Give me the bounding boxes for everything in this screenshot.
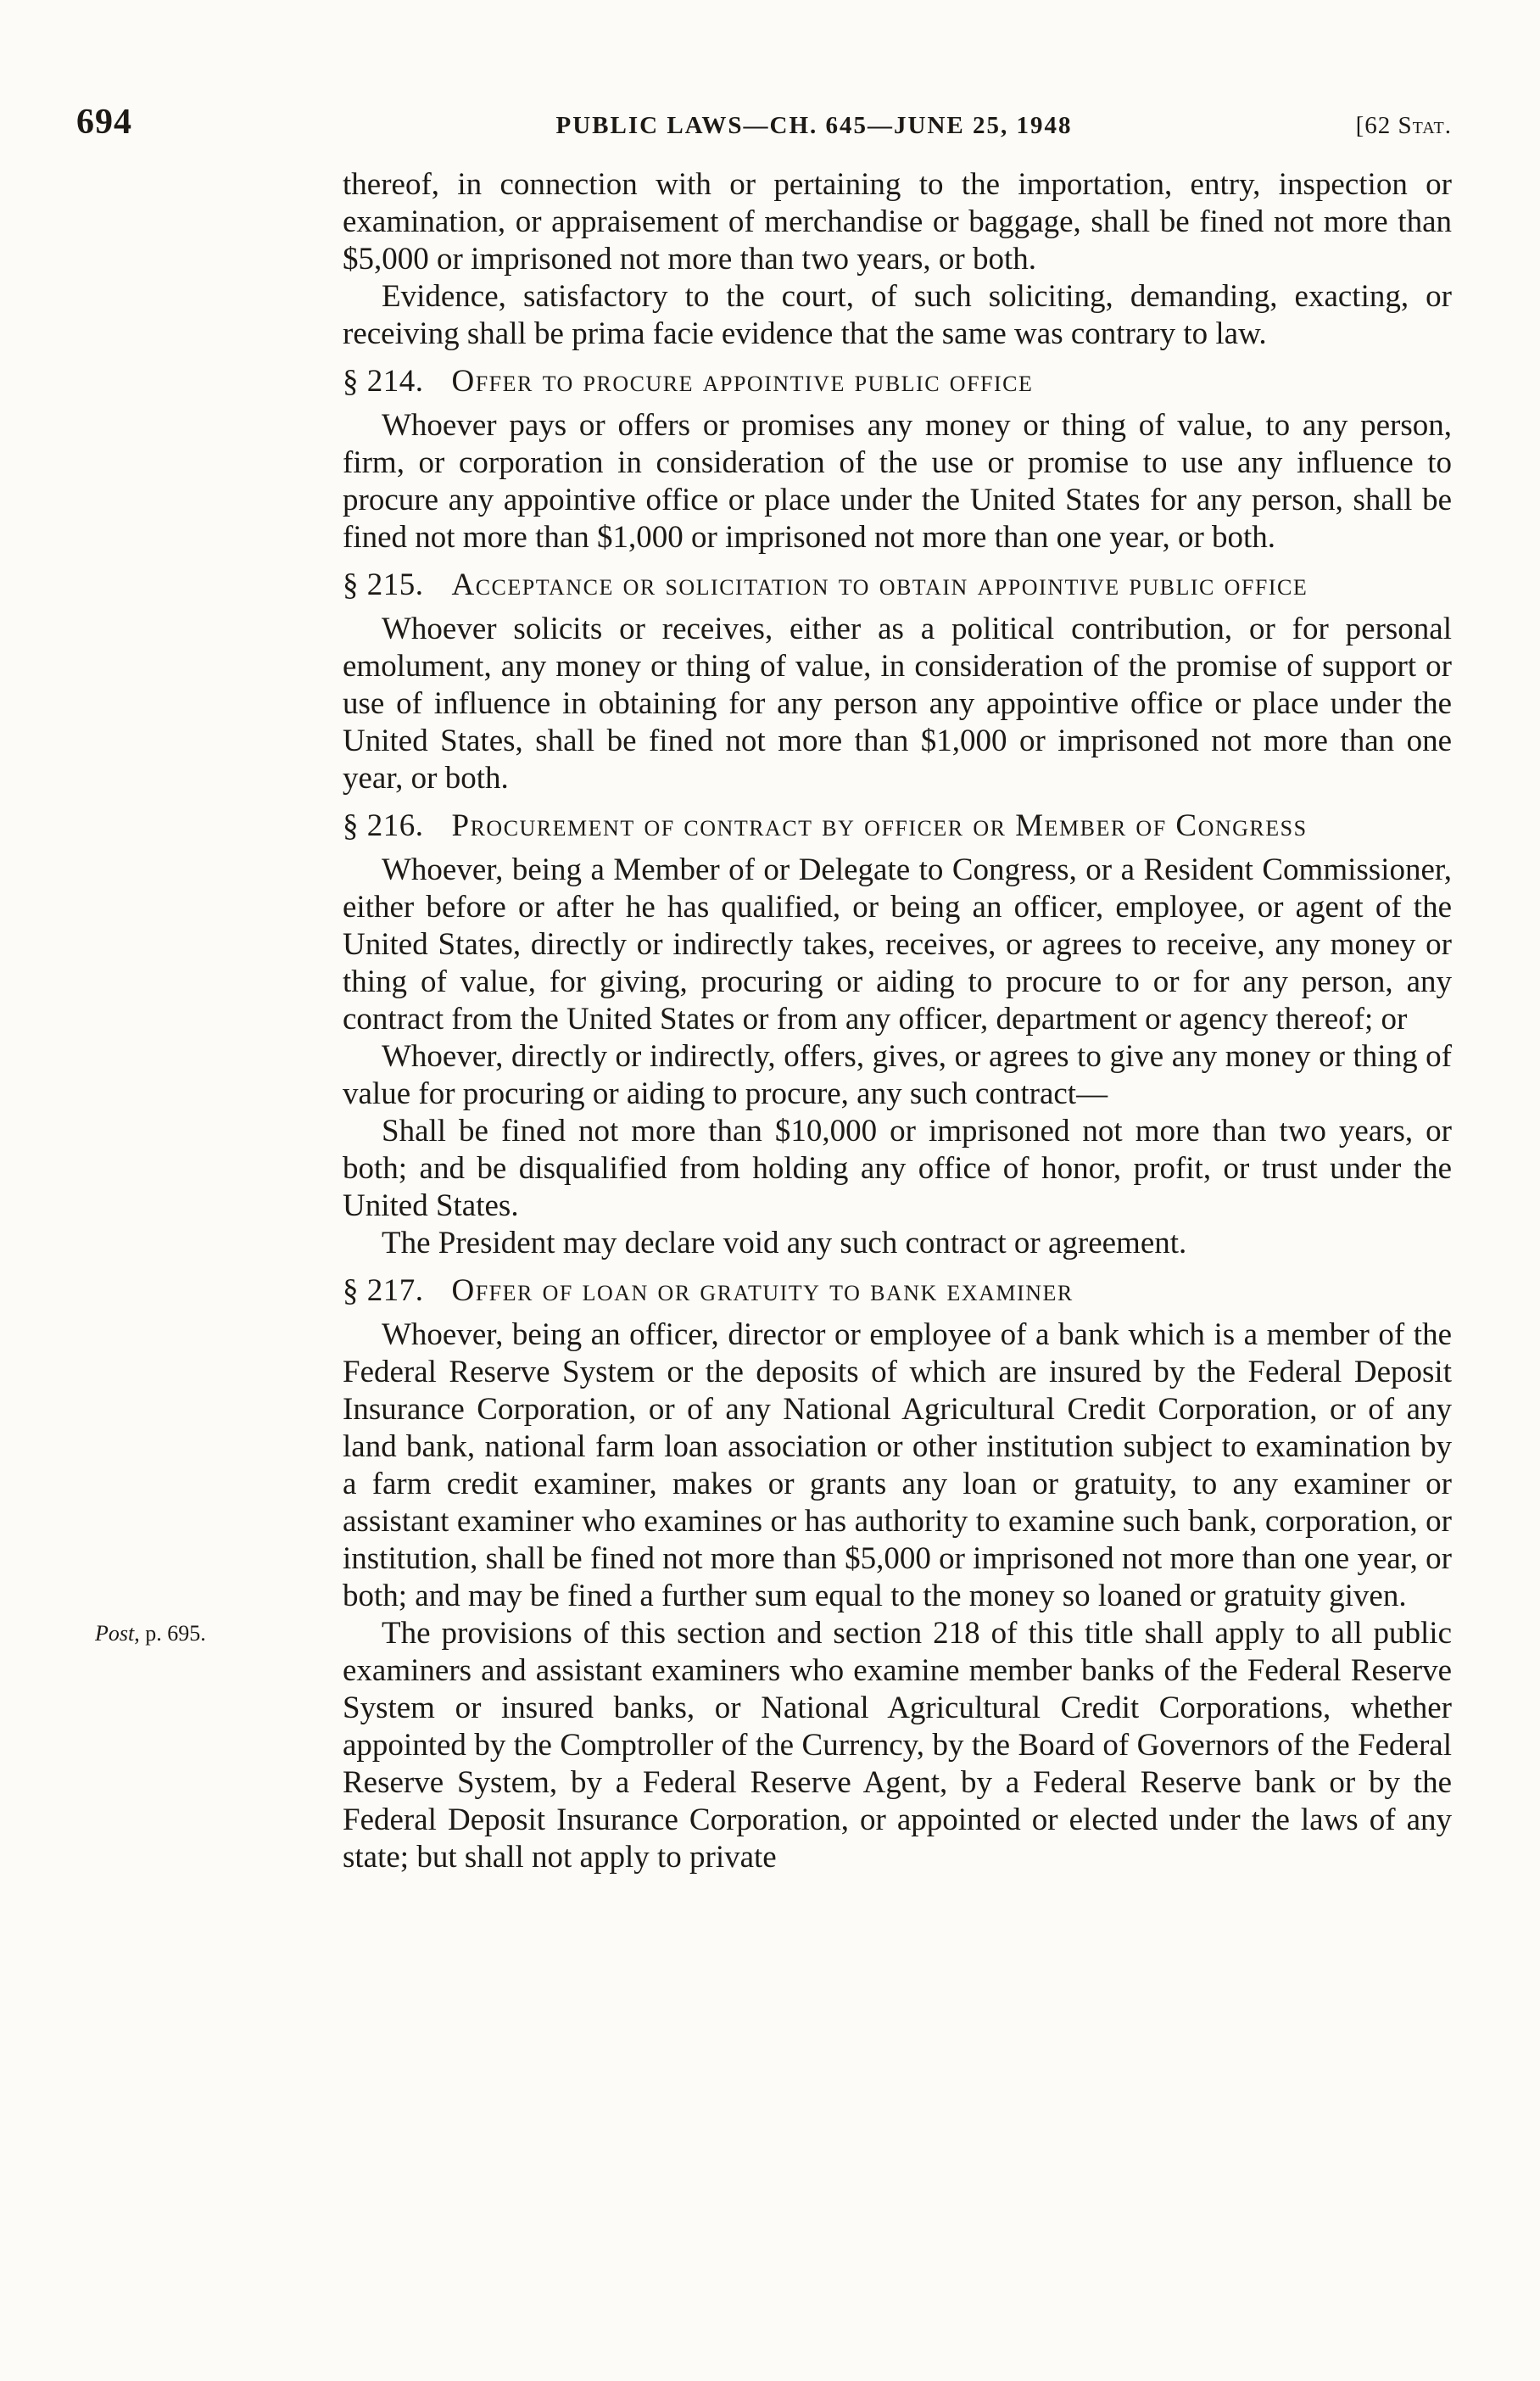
paragraph: Shall be fined not more than $10,000 or imprisoned not more than two years, or both; and be disqualified from holding any office of honor, profit, or trust under the United States. bbox=[343, 1114, 1452, 1223]
section-title: Offer to procure appointive public office bbox=[451, 364, 1034, 399]
paragraph: Whoever, being a Member of or Delegate to Congress, or a Resident Commissioner, either before or after he has qualified, or being an officer, employee, or agent of the United States, directly or indirectly takes, receives, or agrees to receive, any money or thing of value, for giving, procuring or aiding to procure to or for any person, any contract from the United States or from any officer, department or agency thereof; or bbox=[343, 852, 1452, 1037]
running-head: PUBLIC LAWS—CH. 645—JUNE 25, 1948 bbox=[555, 112, 1073, 139]
paragraph: Whoever, directly or indirectly, offers, gives, or agrees to give any money or thing of value for procuring or aiding to procure, any such contract— bbox=[343, 1039, 1452, 1111]
section-heading-216 bbox=[343, 808, 1452, 845]
section-heading-215 bbox=[343, 567, 1425, 604]
section-heading-214 bbox=[343, 363, 1452, 400]
paragraph: Whoever, being an officer, director or employee of a bank which is a member of the Federal Reserve System or the deposits of which are insured by the Federal Deposit Insurance Corporation, or of any National Agricultural Credit Corporation, or of any land bank, national farm loan association or other institution subject to examination by a farm credit examiner, makes or grants any loan or gratuity, to any examiner or assistant examiner who examines or has authority to examine such bank, corporation, or institution, shall be fined not more than $5,000 or imprisoned not more than one year, or both; and may be fined a further sum equal to the money so loaned or gratuity given. bbox=[343, 1317, 1452, 1613]
body-text-column bbox=[95, 166, 1452, 1876]
stat-citation: [62 Stat. bbox=[1355, 112, 1452, 139]
page-number: 694 bbox=[76, 103, 132, 142]
paragraph: The President may declare void any such contract or agreement. bbox=[382, 1226, 1187, 1260]
section-title: Acceptance or solicitation to obtain appointive public office bbox=[451, 567, 1308, 602]
section-number: § 216. bbox=[343, 808, 440, 843]
section-number: § 217. bbox=[343, 1273, 440, 1308]
section-title: Offer of loan or gratuity to bank examiner bbox=[451, 1273, 1074, 1308]
section-title: Procurement of contract by officer or Member of Congress bbox=[451, 808, 1308, 843]
margin-note-reference: Post bbox=[95, 1621, 135, 1646]
paragraph: The provisions of this section and section 218 of this title shall apply to all public examiners and assistant examiners who examine member banks of the Federal Reserve System or insured banks, or National Agricultural Credit Corporations, whether appointed by the Comptroller of the Currency, by the Board of Governors of the Federal Reserve System, by a Federal Reserve Agent, by a Federal Reserve bank or by the Federal Deposit Insurance Corporation, or appointed or elected under the laws of any state; but shall not apply to private bbox=[343, 1616, 1452, 1875]
paragraph: Whoever pays or offers or promises any money or thing of value, to any person, firm, or corporation in consideration of the use or promise to use any influence to procure any appointive office or place under the United States for any person, shall be fined not more than $1,000 or imprisoned not more than one year, or both. bbox=[343, 408, 1452, 555]
margin-note-page-ref: , p. 695. bbox=[134, 1621, 206, 1646]
section-heading-217 bbox=[343, 1272, 1452, 1310]
paragraph: Evidence, satisfactory to the court, of such soliciting, demanding, exacting, or receiving shall be prima facie evidence that the same was contrary to law. bbox=[343, 279, 1452, 351]
paragraph-with-margin-note bbox=[95, 1615, 1452, 1876]
section-number: § 215. bbox=[343, 567, 440, 602]
margin-note bbox=[95, 1620, 332, 1646]
paragraph: Whoever solicits or receives, either as a political contribution, or for personal emolument, any money or thing of value, in consideration of the promise of support or use of influence in obtaining for any person any appointive office or place under the United States, shall be fined not more than $1,000 or imprisoned not more than one year, or both. bbox=[343, 612, 1452, 796]
paragraph-continuation: thereof, in connection with or pertaining to the importation, entry, inspection or examination, or appraisement of merchandise or baggage, shall be fined not more than $5,000 or imprisoned not more than two years, or both. bbox=[343, 167, 1452, 277]
section-number: § 214. bbox=[343, 364, 440, 399]
